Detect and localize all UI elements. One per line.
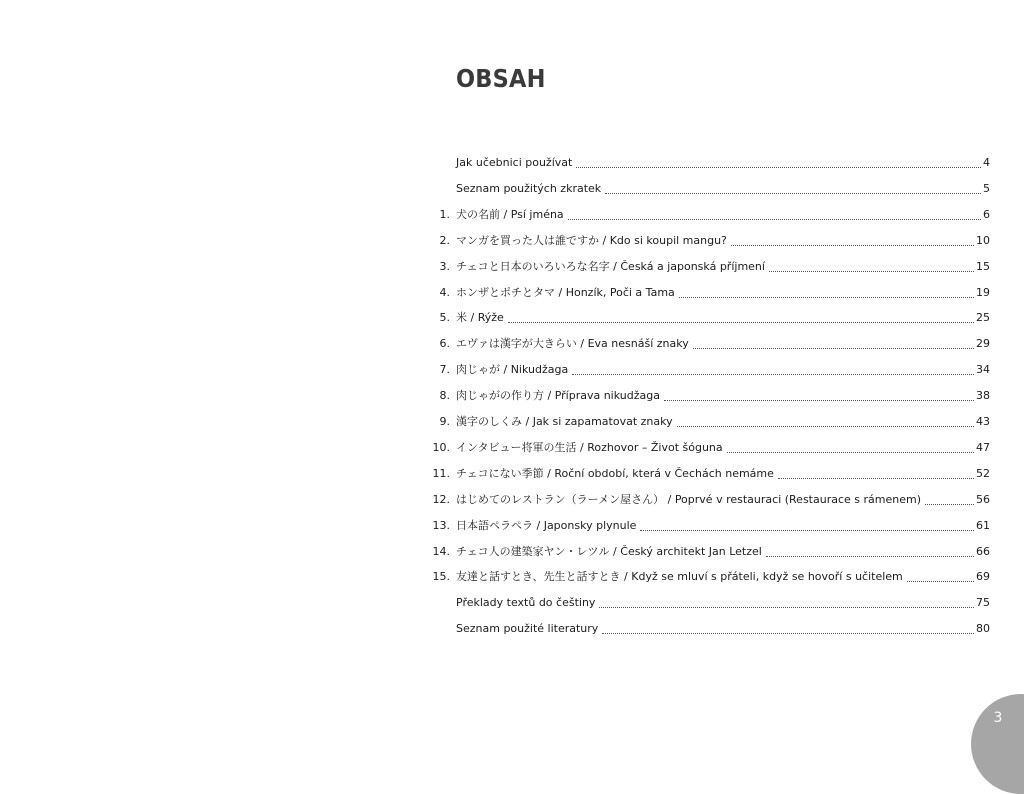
toc-entry-number: 15. [432, 570, 450, 584]
toc-entry-number: 6. [439, 337, 450, 351]
toc-entry-page: 47 [976, 440, 990, 454]
page-number: 3 [993, 710, 1003, 726]
dot-leader [599, 605, 974, 608]
toc-entry-page: 75 [976, 596, 990, 610]
toc-entry[interactable] [0, 308, 1024, 328]
toc-entry-label: マンガを買った人は誰ですか / Kdo si koupil mangu? [456, 233, 727, 247]
toc-entry-line [456, 308, 990, 328]
toc-entry-number: 9. [439, 415, 450, 428]
toc-entry-label: Jak učebnici používat [456, 156, 573, 169]
toc-entry-number: 11. [432, 466, 450, 480]
toc-entry-page: 43 [976, 415, 990, 428]
toc-entry-line [456, 593, 990, 613]
dot-leader [576, 165, 981, 168]
dot-leader [677, 424, 974, 427]
toc-entry-line [456, 334, 990, 354]
toc-entry-label: チェコにない季節 / Roční období, která v Čechách nemáme [456, 466, 774, 480]
toc-entry-line [456, 386, 990, 406]
toc-entry-page: 6 [983, 207, 990, 221]
dot-leader [640, 528, 974, 531]
toc-entry-line [456, 516, 990, 536]
toc-entry-line [456, 231, 990, 251]
dot-leader [602, 631, 974, 634]
toc-entry[interactable] [0, 334, 1024, 354]
toc-entry-line [456, 438, 990, 458]
toc-entry-page: 15 [976, 259, 990, 273]
toc-entry-line [456, 619, 990, 639]
toc-entry-line [456, 153, 990, 173]
dot-leader [727, 450, 974, 453]
toc-entry-page: 34 [976, 363, 990, 377]
toc-entry-number: 13. [432, 518, 450, 532]
dot-leader [907, 579, 974, 582]
toc-entry-label: 日本語ペラペラ / Japonsky plynule [456, 518, 637, 532]
toc-entry-number: 3. [439, 259, 450, 273]
toc-entry[interactable] [0, 360, 1024, 380]
toc-entry-label: エヴァは漢字が大きらい / Eva nesnáší znaky [456, 337, 689, 351]
toc-entry-label: はじめてのレストラン（ラーメン屋さん） / Poprvé v restauraci (Restaurace s rámenem) [456, 492, 922, 506]
toc-entry-line [456, 360, 990, 380]
toc-entry-page: 66 [976, 544, 990, 558]
toc-entry-label: 肉じゃがの作り方 / Příprava nikudžaga [456, 389, 660, 403]
dot-leader [925, 502, 974, 505]
dot-leader [731, 243, 974, 246]
toc-entry[interactable] [0, 153, 1024, 173]
toc-entry-label: チェコと日本のいろいろな名字 / Česká a japonská příjmení [456, 259, 765, 273]
toc-entry-label: 友達と話すとき、先生と話すとき / Když se mluví s přáteli, když se hovoří s učitelem [456, 570, 903, 584]
toc-entry[interactable] [0, 490, 1024, 510]
toc-entry-number: 10. [432, 440, 450, 454]
toc-entry-number: 12. [432, 492, 450, 506]
toc-entry-page: 69 [976, 570, 990, 584]
toc-entry-label: Seznam použité literatury [456, 622, 599, 636]
toc-entry-label: インタビュー将軍の生活 / Rozhovor – Život šóguna [456, 440, 723, 454]
toc-entry-number: 1. [439, 207, 450, 221]
toc-entry-line [456, 205, 990, 225]
toc-title: OBSAH [456, 64, 546, 93]
dot-leader [679, 295, 974, 298]
toc-entry-page: 10 [976, 233, 990, 247]
toc-entry[interactable] [0, 619, 1024, 639]
toc-entry-page: 29 [976, 337, 990, 351]
toc-entry[interactable] [0, 593, 1024, 613]
toc-entry-label: 米 / Rýže [456, 311, 504, 325]
toc-entry[interactable] [0, 283, 1024, 303]
toc-entry-page: 25 [976, 311, 990, 325]
toc-entry-page: 56 [976, 492, 990, 506]
toc-entry[interactable] [0, 386, 1024, 406]
toc-entry[interactable] [0, 412, 1024, 432]
toc-entry-label: Překlady textů do češtiny [456, 596, 596, 610]
toc-entry[interactable] [0, 257, 1024, 277]
toc-entry-line [456, 464, 990, 484]
toc-entry[interactable] [0, 179, 1024, 199]
toc-entry-line [456, 542, 990, 562]
dot-leader [664, 398, 974, 401]
toc-entry-label: チェコ人の建築家ヤン・レツル / Český architekt Jan Letzel [456, 544, 762, 558]
toc-entry-label: Seznam použitých zkratek [456, 181, 602, 195]
toc-entry-page: 61 [976, 518, 990, 532]
toc-entry-label: 肉じゃが / Nikudžaga [456, 363, 569, 377]
toc-entry[interactable] [0, 516, 1024, 536]
toc-entry-line [456, 567, 990, 587]
toc-entry-page: 4 [983, 156, 990, 169]
dot-leader [693, 346, 974, 349]
toc-entry-line [456, 412, 990, 432]
dot-leader [778, 476, 974, 479]
toc-entry-page: 52 [976, 466, 990, 480]
toc-entry-page: 5 [983, 181, 990, 195]
toc-entry-line [456, 283, 990, 303]
toc-entry-line [456, 257, 990, 277]
page-number-badge [971, 694, 1024, 794]
dot-leader [508, 320, 974, 323]
toc-entry-number: 5. [439, 311, 450, 325]
toc-entry-number: 14. [432, 544, 450, 558]
toc-entry-label: 犬の名前 / Psí jména [456, 207, 564, 221]
toc-entry-label: 漢字のしくみ / Jak si zapamatovat znaky [456, 415, 673, 428]
toc-entry-number: 2. [439, 233, 450, 247]
dot-leader [769, 269, 974, 272]
toc-entry-number: 7. [439, 363, 450, 377]
toc-entry[interactable] [0, 438, 1024, 458]
toc-entry[interactable] [0, 205, 1024, 225]
toc-entry-number: 4. [439, 285, 450, 299]
toc-entry[interactable] [0, 464, 1024, 484]
dot-leader [766, 554, 974, 557]
toc-entry-line [456, 179, 990, 199]
dot-leader [605, 191, 981, 194]
dot-leader [572, 372, 974, 375]
toc-entry[interactable] [0, 567, 1024, 587]
toc-entry-label: ホンザとポチとタマ / Honzík, Poči a Tama [456, 285, 675, 299]
toc-entry-number: 8. [439, 389, 450, 403]
dot-leader [568, 217, 981, 220]
toc-entry[interactable] [0, 231, 1024, 251]
toc-entry-page: 80 [976, 622, 990, 636]
toc-entry-page: 38 [976, 389, 990, 403]
toc-entry-page: 19 [976, 285, 990, 299]
toc-entry-line [456, 490, 990, 510]
toc-entry[interactable] [0, 542, 1024, 562]
